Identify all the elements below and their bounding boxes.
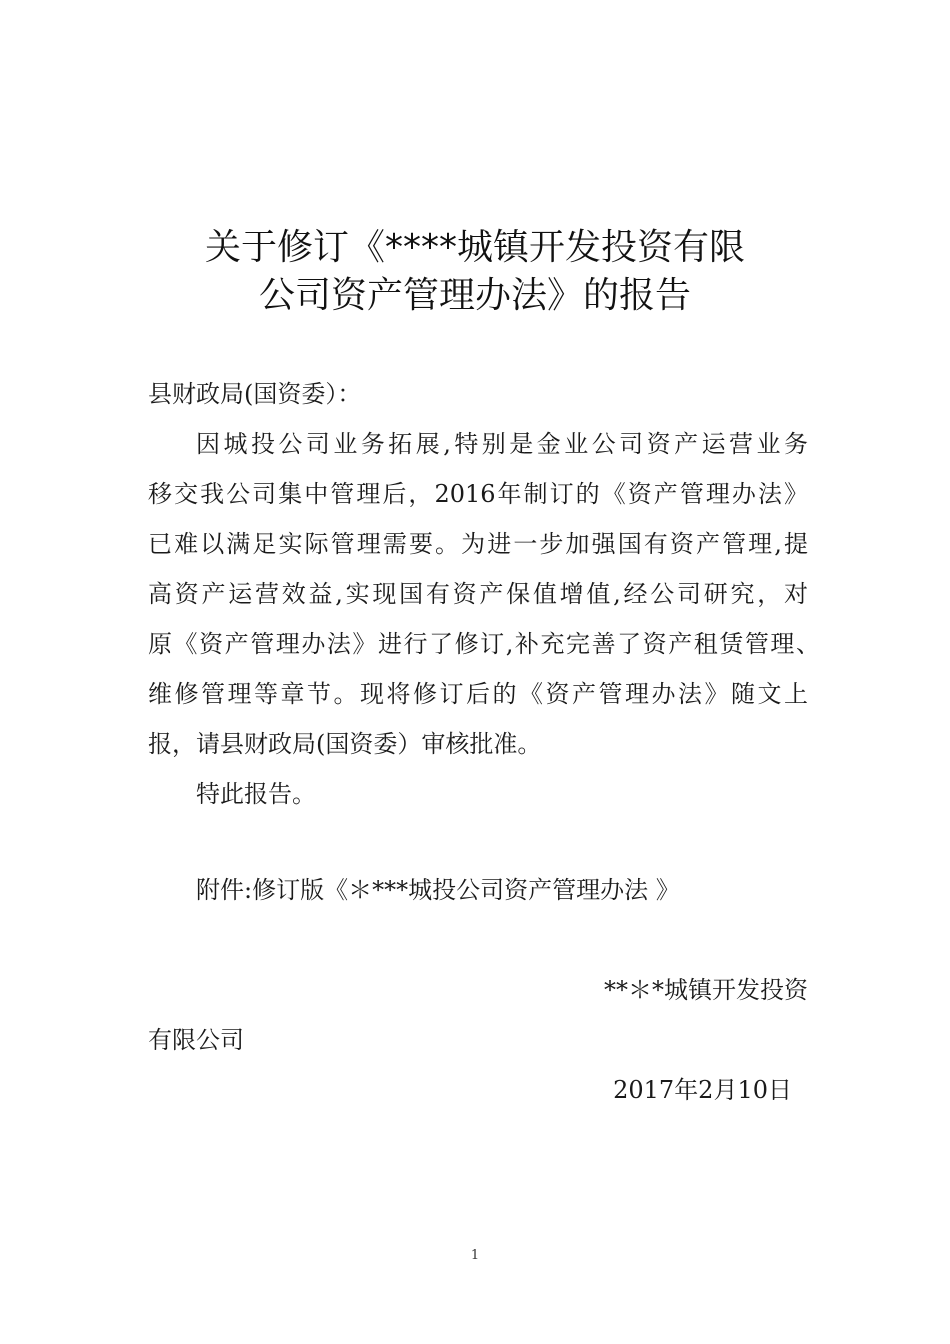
body-line-4: 高资产运营效益,实现国有资产保值增值,经公司研究，对 <box>148 580 808 608</box>
body-line-1: 因城投公司业务拓展,特别是金业公司资产运营业务 <box>196 430 808 458</box>
signature-company-line-2: 有限公司 <box>148 1026 244 1054</box>
body-line-2: 移交我公司集中管理后，2016年制订的《资产管理办法》 <box>148 480 808 508</box>
document-title-line-2: 公司资产管理办法》的报告 <box>258 275 691 316</box>
body-line-6: 维修管理等章节。现将修订后的《资产管理办法》随文上 <box>148 680 808 708</box>
closing-text: 特此报告。 <box>196 780 316 808</box>
document-date: 2017年2月10日 <box>613 1076 792 1104</box>
signature-company-line-1: **＊*城镇开发投资 <box>604 976 808 1004</box>
salutation: 县财政局(国资委）： <box>148 380 362 408</box>
body-line-3: 已难以满足实际管理需要。为进一步加强国有资产管理,提 <box>148 530 808 558</box>
document-title-line-1: 关于修订《****城镇开发投资有限 <box>204 227 745 268</box>
page-number: 1 <box>470 1248 480 1263</box>
body-line-5: 原《资产管理办法》进行了修订,补充完善了资产租赁管理、 <box>148 630 820 658</box>
body-line-7: 报，请县财政局(国资委）审核批准。 <box>148 730 542 758</box>
attachment-note: 附件:修订版《＊***城投公司资产管理办法 》 <box>196 876 680 904</box>
